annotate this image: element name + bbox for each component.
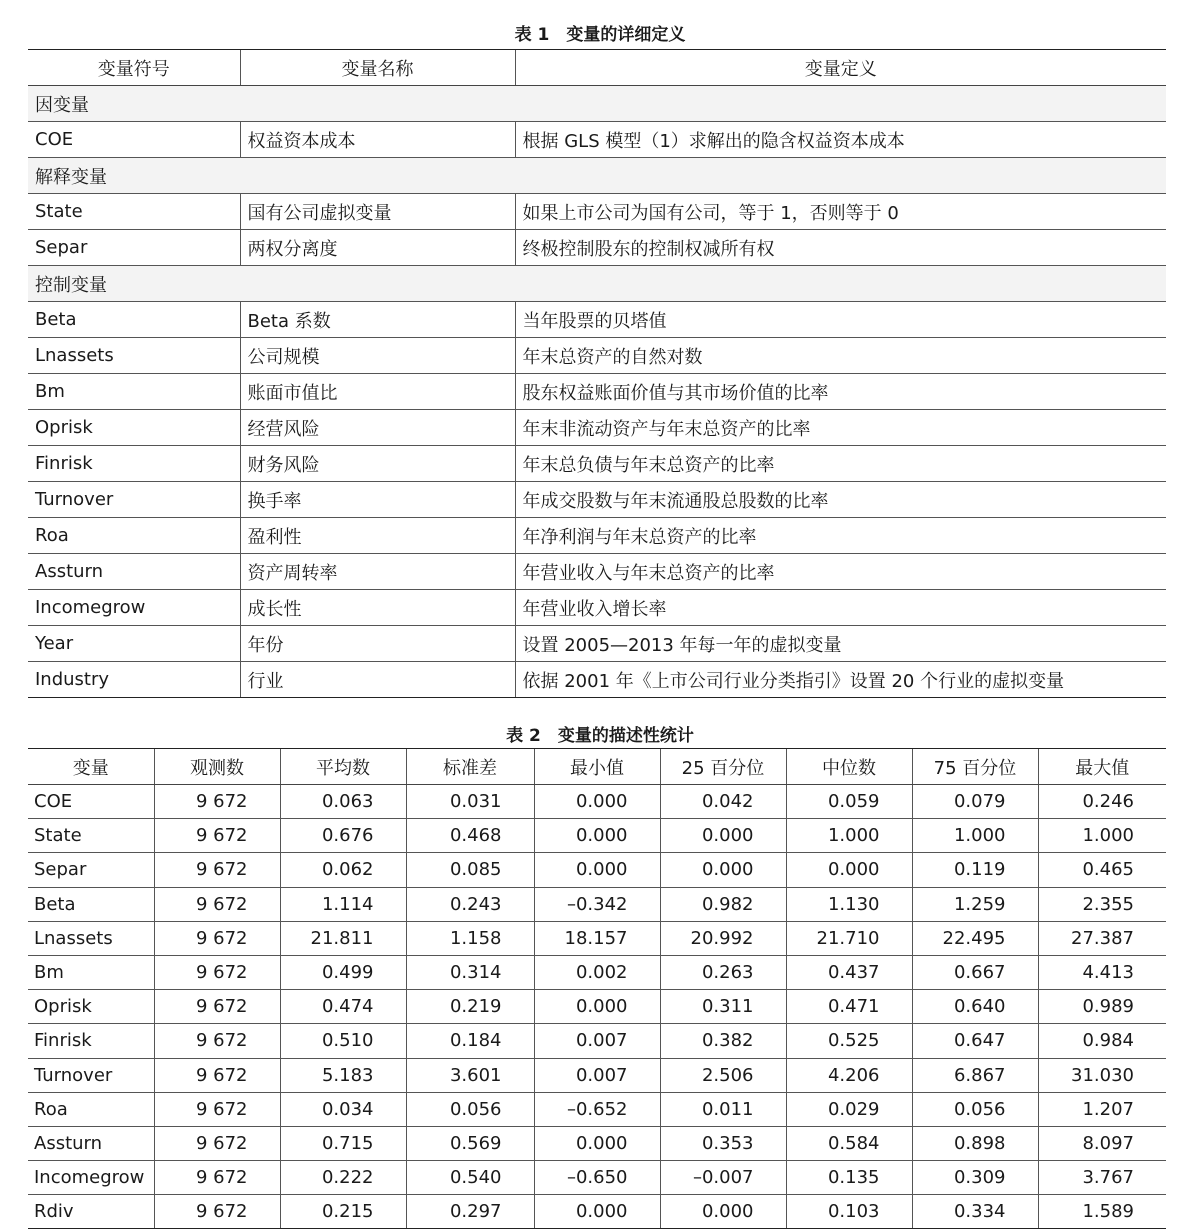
stat-value: 1.000 (912, 819, 1038, 853)
variable-definition-table (28, 49, 1166, 698)
table2-row (28, 955, 1166, 989)
variable-definition: 当年股票的贝塔值 (515, 302, 1166, 338)
stat-value: 0.031 (406, 785, 534, 819)
table2-header-cell: 最大值 (1038, 749, 1166, 785)
stat-value: 0.000 (534, 819, 660, 853)
stat-value: 0.246 (1038, 785, 1166, 819)
variable-definition: 年末总负债与年末总资产的比率 (515, 446, 1166, 482)
stat-value: 0.059 (786, 785, 912, 819)
variable-name: 财务风险 (240, 446, 515, 482)
table2-header-cell: 变量 (28, 749, 154, 785)
table1-caption: 表 1 变量的详细定义 (514, 25, 686, 45)
variable-name: 年份 (240, 626, 515, 662)
section-label: 解释变量 (28, 158, 1166, 194)
stat-variable-name: Turnover (28, 1058, 154, 1092)
table1-section-row (28, 158, 1166, 194)
stat-value: 0.540 (406, 1161, 534, 1195)
stat-value: 2.506 (660, 1058, 786, 1092)
stat-variable-name: Assturn (28, 1126, 154, 1160)
stat-value: 0.063 (280, 785, 406, 819)
stat-value: 0.314 (406, 955, 534, 989)
stat-value: 9 672 (154, 1058, 280, 1092)
stat-value: 9 672 (154, 1126, 280, 1160)
stat-value: 0.135 (786, 1161, 912, 1195)
stat-value: 2.355 (1038, 887, 1166, 921)
table1-row (28, 302, 1166, 338)
stat-value: 0.715 (280, 1126, 406, 1160)
variable-symbol: COE (28, 122, 240, 158)
stat-value: 9 672 (154, 921, 280, 955)
table1-header-cell: 变量名称 (240, 50, 515, 86)
stat-value: 0.034 (280, 1092, 406, 1126)
stat-value: 0.079 (912, 785, 1038, 819)
stat-value: 0.000 (660, 1195, 786, 1229)
stat-value: 0.000 (534, 1195, 660, 1229)
variable-name: 成长性 (240, 590, 515, 626)
table1-row (28, 626, 1166, 662)
stat-value: 0.898 (912, 1126, 1038, 1160)
stat-value: 9 672 (154, 887, 280, 921)
stat-variable-name: Lnassets (28, 921, 154, 955)
stat-value: 20.992 (660, 921, 786, 955)
stat-value: 0.000 (534, 785, 660, 819)
variable-name: Beta 系数 (240, 302, 515, 338)
table2-header-cell: 75 百分位 (912, 749, 1038, 785)
table2-header-cell: 25 百分位 (660, 749, 786, 785)
table2-row (28, 1058, 1166, 1092)
variable-name: 权益资本成本 (240, 122, 515, 158)
stat-variable-name: Roa (28, 1092, 154, 1126)
table1-row (28, 662, 1166, 698)
stat-value: 9 672 (154, 1024, 280, 1058)
table1-header-row (28, 50, 1166, 86)
table2-row (28, 1195, 1166, 1229)
stat-value: –0.652 (534, 1092, 660, 1126)
stat-value: 1.114 (280, 887, 406, 921)
stat-value: 0.474 (280, 990, 406, 1024)
table1-row (28, 122, 1166, 158)
table2-row (28, 1024, 1166, 1058)
stat-value: 0.000 (534, 1126, 660, 1160)
variable-symbol: Roa (28, 518, 240, 554)
stat-value: 0.584 (786, 1126, 912, 1160)
stat-value: 0.297 (406, 1195, 534, 1229)
stat-value: 0.222 (280, 1161, 406, 1195)
stat-value: 0.002 (534, 955, 660, 989)
stat-value: 0.263 (660, 955, 786, 989)
variable-symbol: Assturn (28, 554, 240, 590)
variable-definition: 终极控制股东的控制权减所有权 (515, 230, 1166, 266)
variable-definition: 年净利润与年末总资产的比率 (515, 518, 1166, 554)
stat-value: 0.215 (280, 1195, 406, 1229)
stat-variable-name: Incomegrow (28, 1161, 154, 1195)
variable-name: 两权分离度 (240, 230, 515, 266)
stat-value: 8.097 (1038, 1126, 1166, 1160)
variable-definition: 年成交股数与年末流通股总股数的比率 (515, 482, 1166, 518)
stat-value: 1.130 (786, 887, 912, 921)
variable-definition: 根据 GLS 模型（1）求解出的隐含权益资本成本 (515, 122, 1166, 158)
stat-value: 0.000 (660, 819, 786, 853)
variable-name: 经营风险 (240, 410, 515, 446)
stat-value: 0.667 (912, 955, 1038, 989)
stat-value: 21.710 (786, 921, 912, 955)
stat-value: 0.243 (406, 887, 534, 921)
stat-value: 0.007 (534, 1058, 660, 1092)
stat-value: 3.767 (1038, 1161, 1166, 1195)
variable-name: 账面市值比 (240, 374, 515, 410)
table1-row (28, 230, 1166, 266)
table2-row (28, 853, 1166, 887)
table2-caption: 表 2 变量的描述性统计 (506, 726, 694, 746)
stat-value: 0.984 (1038, 1024, 1166, 1058)
table1-row (28, 446, 1166, 482)
stat-value: 6.867 (912, 1058, 1038, 1092)
variable-symbol: Industry (28, 662, 240, 698)
table2-header-row (28, 749, 1166, 785)
variable-symbol: Separ (28, 230, 240, 266)
stat-value: 0.042 (660, 785, 786, 819)
stat-value: 0.000 (534, 990, 660, 1024)
stat-value: 9 672 (154, 990, 280, 1024)
stat-value: 0.000 (534, 853, 660, 887)
stat-value: 3.601 (406, 1058, 534, 1092)
variable-symbol: Bm (28, 374, 240, 410)
stat-value: –0.342 (534, 887, 660, 921)
stat-variable-name: COE (28, 785, 154, 819)
variable-definition: 股东权益账面价值与其市场价值的比率 (515, 374, 1166, 410)
stat-value: 0.525 (786, 1024, 912, 1058)
table2-header-cell: 标准差 (406, 749, 534, 785)
table2-row (28, 990, 1166, 1024)
variable-symbol: Lnassets (28, 338, 240, 374)
descriptive-statistics-table (28, 748, 1166, 1229)
stat-value: 0.119 (912, 853, 1038, 887)
table1-row (28, 590, 1166, 626)
table1-row (28, 194, 1166, 230)
variable-symbol: Turnover (28, 482, 240, 518)
stat-value: 0.184 (406, 1024, 534, 1058)
table2-header-cell: 平均数 (280, 749, 406, 785)
table1-section-row (28, 86, 1166, 122)
variable-symbol: Incomegrow (28, 590, 240, 626)
table1-row (28, 518, 1166, 554)
section-label: 因变量 (28, 86, 1166, 122)
table2-row (28, 819, 1166, 853)
stat-value: 0.056 (912, 1092, 1038, 1126)
table2-row (28, 921, 1166, 955)
table2-header-cell: 最小值 (534, 749, 660, 785)
stat-value: 21.811 (280, 921, 406, 955)
stat-value: 0.569 (406, 1126, 534, 1160)
table1-row (28, 410, 1166, 446)
stat-variable-name: Beta (28, 887, 154, 921)
stat-value: 0.056 (406, 1092, 534, 1126)
table1-row (28, 338, 1166, 374)
table1-row (28, 374, 1166, 410)
stat-value: 1.000 (1038, 819, 1166, 853)
stat-value: 0.640 (912, 990, 1038, 1024)
stat-value: 0.468 (406, 819, 534, 853)
stat-value: 5.183 (280, 1058, 406, 1092)
stat-value: 0.382 (660, 1024, 786, 1058)
stat-value: 9 672 (154, 819, 280, 853)
stat-variable-name: State (28, 819, 154, 853)
stat-value: 0.465 (1038, 853, 1166, 887)
table2-row (28, 887, 1166, 921)
stat-value: 0.103 (786, 1195, 912, 1229)
stat-value: 31.030 (1038, 1058, 1166, 1092)
stat-value: 9 672 (154, 1092, 280, 1126)
stat-value: 0.062 (280, 853, 406, 887)
table2-row (28, 1126, 1166, 1160)
stat-value: 0.982 (660, 887, 786, 921)
stat-value: 0.334 (912, 1195, 1038, 1229)
variable-name: 公司规模 (240, 338, 515, 374)
stat-value: 9 672 (154, 955, 280, 989)
stat-value: 1.259 (912, 887, 1038, 921)
stat-variable-name: Rdiv (28, 1195, 154, 1229)
variable-symbol: Year (28, 626, 240, 662)
stat-value: –0.007 (660, 1161, 786, 1195)
table1-section-row (28, 266, 1166, 302)
variable-definition: 年营业收入与年末总资产的比率 (515, 554, 1166, 590)
variable-symbol: Finrisk (28, 446, 240, 482)
variable-name: 盈利性 (240, 518, 515, 554)
variable-definition: 年末非流动资产与年末总资产的比率 (515, 410, 1166, 446)
stat-value: 0.085 (406, 853, 534, 887)
stat-value: 1.000 (786, 819, 912, 853)
stat-variable-name: Oprisk (28, 990, 154, 1024)
table2-header-cell: 中位数 (786, 749, 912, 785)
variable-name: 资产周转率 (240, 554, 515, 590)
table1-header-cell: 变量定义 (515, 50, 1166, 86)
stat-value: 0.437 (786, 955, 912, 989)
stat-variable-name: Separ (28, 853, 154, 887)
stat-value: 1.589 (1038, 1195, 1166, 1229)
variable-name: 行业 (240, 662, 515, 698)
table1-row (28, 482, 1166, 518)
table1-header-cell: 变量符号 (28, 50, 240, 86)
stat-value: 0.007 (534, 1024, 660, 1058)
stat-value: 0.499 (280, 955, 406, 989)
variable-name: 国有公司虚拟变量 (240, 194, 515, 230)
variable-name: 换手率 (240, 482, 515, 518)
stat-variable-name: Finrisk (28, 1024, 154, 1058)
table2-row (28, 1161, 1166, 1195)
stat-value: –0.650 (534, 1161, 660, 1195)
stat-value: 18.157 (534, 921, 660, 955)
stat-value: 0.647 (912, 1024, 1038, 1058)
stat-value: 0.471 (786, 990, 912, 1024)
table2-header-cell: 观测数 (154, 749, 280, 785)
stat-value: 0.309 (912, 1161, 1038, 1195)
variable-symbol: Beta (28, 302, 240, 338)
stat-value: 1.207 (1038, 1092, 1166, 1126)
table1-row (28, 554, 1166, 590)
variable-definition: 如果上市公司为国有公司，等于 1，否则等于 0 (515, 194, 1166, 230)
stat-value: 22.495 (912, 921, 1038, 955)
variable-definition: 设置 2005—2013 年每一年的虚拟变量 (515, 626, 1166, 662)
variable-symbol: State (28, 194, 240, 230)
stat-value: 0.510 (280, 1024, 406, 1058)
stat-value: 9 672 (154, 1195, 280, 1229)
stat-value: 9 672 (154, 853, 280, 887)
table2-row (28, 1092, 1166, 1126)
stat-value: 0.353 (660, 1126, 786, 1160)
variable-definition: 依据 2001 年《上市公司行业分类指引》设置 20 个行业的虚拟变量 (515, 662, 1166, 698)
stat-value: 0.000 (660, 853, 786, 887)
stat-value: 9 672 (154, 1161, 280, 1195)
stat-value: 0.219 (406, 990, 534, 1024)
stat-value: 4.206 (786, 1058, 912, 1092)
stat-value: 0.011 (660, 1092, 786, 1126)
variable-definition: 年末总资产的自然对数 (515, 338, 1166, 374)
table2-row (28, 785, 1166, 819)
stat-value: 9 672 (154, 785, 280, 819)
stat-value: 1.158 (406, 921, 534, 955)
stat-value: 0.029 (786, 1092, 912, 1126)
stat-value: 4.413 (1038, 955, 1166, 989)
stat-value: 0.989 (1038, 990, 1166, 1024)
variable-definition: 年营业收入增长率 (515, 590, 1166, 626)
stat-value: 0.676 (280, 819, 406, 853)
stat-value: 0.000 (786, 853, 912, 887)
variable-symbol: Oprisk (28, 410, 240, 446)
stat-value: 27.387 (1038, 921, 1166, 955)
section-label: 控制变量 (28, 266, 1166, 302)
stat-variable-name: Bm (28, 955, 154, 989)
stat-value: 0.311 (660, 990, 786, 1024)
